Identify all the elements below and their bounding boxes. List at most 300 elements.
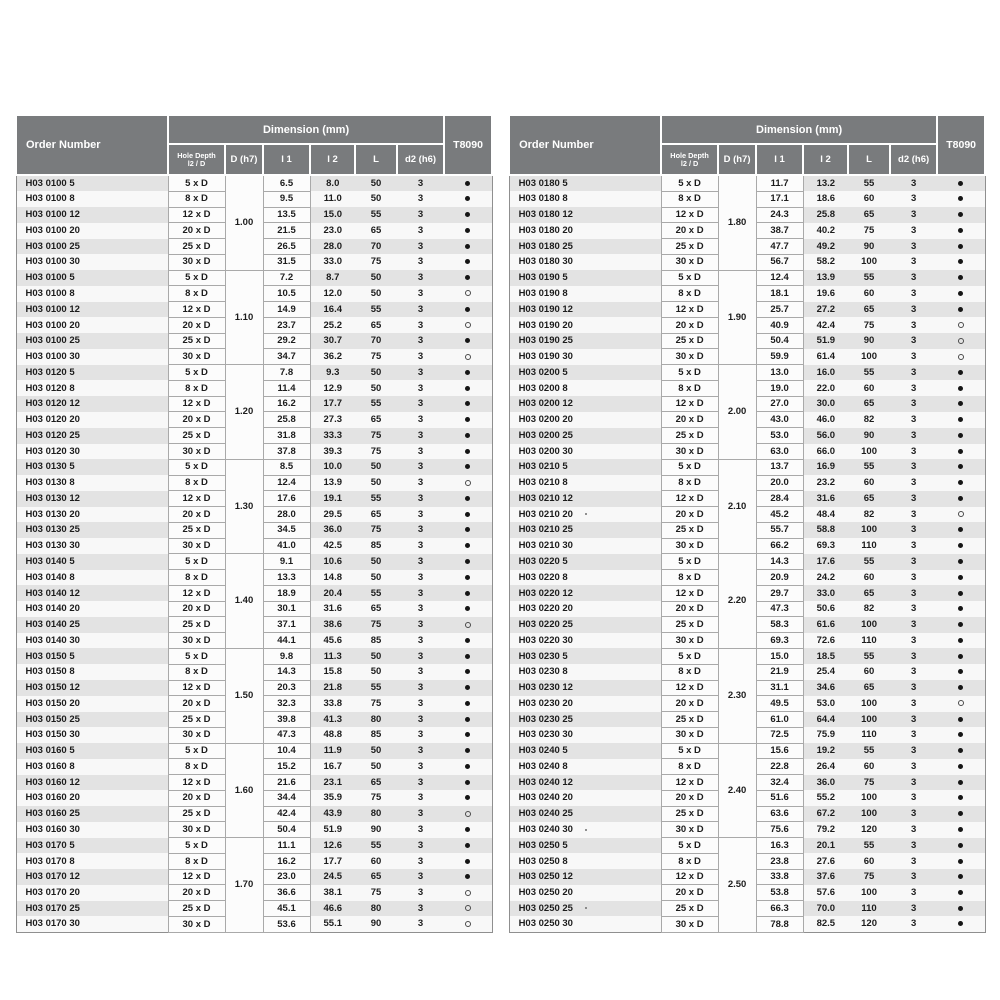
availability-filled-dot: [465, 433, 470, 438]
l2-cell: 11.9: [323, 745, 342, 757]
order-number-cell: H03 0190 25: [518, 335, 573, 347]
d2-cell: 3: [910, 682, 917, 694]
l1-cell: 16.2: [263, 853, 310, 869]
length-cell: 50: [370, 461, 382, 473]
availability-hollow-dot: [465, 480, 471, 486]
d2-cell: 3: [910, 445, 917, 457]
t8090-cell: [444, 286, 492, 302]
order-number-cell: H03 0220 8: [518, 571, 568, 583]
t8090-cell: [444, 712, 492, 728]
d2-cell: 3: [417, 335, 424, 347]
length-cell: 65: [370, 414, 382, 426]
d2-cell: 3: [910, 382, 917, 394]
length-cell: 55: [370, 839, 382, 851]
t8090-cell: [444, 633, 492, 649]
t8090-cell: [444, 349, 492, 365]
order-number-cell: H03 0140 20: [25, 603, 80, 615]
d2-cell: 3: [417, 650, 424, 662]
availability-filled-dot: [958, 717, 963, 722]
l2-cell: 35.9: [323, 792, 342, 804]
l2-cell: 10.6: [323, 556, 342, 567]
hole-depth-cell: 25 x D: [168, 428, 225, 444]
length-cell: 60: [863, 760, 875, 772]
hole-depth-cell: 12 x D: [168, 491, 225, 507]
availability-filled-dot: [958, 181, 963, 186]
t8090-cell: [937, 254, 985, 270]
order-number-cell: H03 0100 8: [25, 193, 75, 205]
hole-depth-cell: 25 x D: [661, 239, 718, 255]
hole-depth-cell: 25 x D: [168, 617, 225, 633]
d2-cell: 3: [417, 414, 424, 426]
availability-filled-dot: [465, 228, 470, 233]
hole-depth-cell: 12 x D: [168, 302, 225, 318]
l2-cell: 51.9: [816, 335, 836, 347]
hole-depth-cell: 8 x D: [168, 286, 225, 302]
l1-cell: 23.8: [756, 853, 803, 869]
length-cell: 55: [863, 177, 875, 189]
hole-depth-cell: 8 x D: [168, 475, 225, 491]
order-number-cell: H03 0230 25: [518, 713, 573, 725]
length-cell: 60: [863, 193, 875, 205]
d2-cell: 3: [417, 382, 424, 394]
availability-filled-dot: [958, 669, 963, 674]
l1-cell: 20.3: [263, 680, 310, 696]
length-cell: 65: [370, 776, 382, 788]
availability-filled-dot: [465, 449, 470, 454]
d2-cell: 3: [417, 319, 424, 331]
hole-depth-cell: 5 x D: [661, 838, 718, 854]
d-diameter-cell: 1.30: [225, 459, 263, 554]
l2-cell: 36.0: [816, 776, 836, 788]
order-number-cell: H03 0140 12: [25, 587, 80, 599]
order-number-cell: H03 0140 8: [25, 571, 75, 583]
t8090-cell: [937, 207, 985, 223]
availability-filled-dot: [465, 606, 470, 611]
availability-filled-dot: [958, 370, 963, 375]
l2-cell: 46.0: [816, 414, 836, 426]
hole-depth-cell: 8 x D: [661, 286, 718, 302]
t8090-cell: [937, 223, 985, 239]
hole-depth-cell: 30 x D: [168, 538, 225, 554]
hole-depth-cell: 5 x D: [168, 554, 225, 570]
availability-filled-dot: [958, 496, 963, 501]
t8090-cell: [937, 680, 985, 696]
order-number-cell: H03 0100 12: [25, 209, 80, 221]
length-cell: 75: [370, 445, 382, 457]
hole-depth-cell: 5 x D: [661, 459, 718, 475]
length-cell: 100: [861, 524, 877, 536]
availability-filled-dot: [958, 638, 963, 643]
availability-filled-dot: [958, 386, 963, 391]
d2-cell: 3: [417, 792, 424, 804]
l2-cell: 19.6: [816, 287, 836, 299]
t8090-cell: [937, 617, 985, 633]
order-number-cell: H03 0250 25: [509, 901, 661, 917]
l2-cell: 48.8: [323, 729, 342, 741]
d2-cell: 3: [417, 224, 424, 236]
t8090-cell: [444, 554, 492, 570]
length-cell: 60: [863, 855, 875, 867]
l1-cell: 18.9: [263, 585, 310, 601]
d2-cell: 3: [417, 477, 424, 489]
t8090-cell: [937, 396, 985, 412]
length-cell: 110: [861, 729, 877, 741]
d-diameter-cell: 1.60: [225, 743, 263, 838]
d2-cell: 3: [417, 351, 424, 363]
l2-cell: 36.2: [323, 351, 342, 363]
length-cell: 120: [861, 824, 877, 836]
l1-cell: 37.1: [263, 617, 310, 633]
t8090-cell: [937, 853, 985, 869]
d2-cell: 3: [417, 461, 424, 473]
l1-cell: 16.3: [756, 838, 803, 854]
length-cell: 100: [861, 808, 877, 820]
length-cell: 82: [863, 508, 875, 520]
length-cell: 65: [863, 209, 875, 221]
availability-filled-dot: [465, 543, 470, 548]
availability-filled-dot: [958, 795, 963, 800]
availability-filled-dot: [465, 874, 470, 879]
l2-cell: 43.9: [323, 808, 342, 820]
length-cell: 65: [370, 871, 382, 883]
hole-depth-cell: 8 x D: [168, 664, 225, 680]
length-cell: 50: [370, 571, 382, 583]
d2-cell: 3: [417, 713, 424, 725]
d2-cell: 3: [910, 209, 917, 221]
t8090-cell: [444, 207, 492, 223]
t8090-cell: [937, 349, 985, 365]
t8090-cell: [444, 901, 492, 917]
l2-cell: 56.0: [816, 429, 836, 441]
length-cell: 65: [863, 398, 875, 410]
availability-filled-dot: [958, 890, 963, 895]
hole-depth-cell: 30 x D: [661, 349, 718, 365]
availability-filled-dot: [958, 527, 963, 532]
order-number-cell: H03 0100 5: [25, 177, 75, 189]
l1-cell: 72.5: [756, 727, 803, 743]
dimension-header: Dimension (mm): [661, 115, 937, 144]
d2-cell: 3: [910, 414, 917, 426]
table-row: [16, 270, 492, 286]
table-row: [16, 838, 492, 854]
hole-depth-cell: 5 x D: [661, 365, 718, 381]
length-cell: 100: [861, 445, 877, 457]
t8090-cell: [937, 806, 985, 822]
t8090-header: T8090: [937, 115, 985, 175]
l1-cell: 24.3: [756, 207, 803, 223]
order-number-cell: H03 0230 5: [518, 650, 568, 662]
hole-depth-header-line1: Hole Depth: [670, 150, 709, 160]
d2-cell: 3: [910, 366, 917, 378]
order-number-cell: H03 0130 20: [25, 508, 80, 520]
hole-depth-cell: 5 x D: [168, 365, 225, 381]
hole-depth-header-line2: l2 / D: [680, 158, 699, 168]
l1-cell: 28.0: [263, 507, 310, 523]
l1-cell: 66.3: [756, 901, 803, 917]
availability-filled-dot: [958, 843, 963, 848]
l1-cell: 49.5: [756, 696, 803, 712]
length-cell: 50: [370, 477, 382, 489]
hole-depth-cell: 12 x D: [661, 207, 718, 223]
length-cell: 55: [863, 839, 875, 851]
d2-cell: 3: [910, 902, 917, 914]
hole-depth-cell: 20 x D: [168, 317, 225, 333]
availability-hollow-dot: [958, 354, 964, 360]
hole-depth-cell: 25 x D: [661, 522, 718, 538]
length-cell: 55: [370, 682, 382, 694]
availability-filled-dot: [958, 764, 963, 769]
l2-cell: 61.4: [816, 351, 836, 363]
d2-cell: 3: [910, 587, 917, 599]
hole-depth-cell: 5 x D: [661, 743, 718, 759]
d2-cell: 3: [417, 887, 424, 899]
l1-cell: 50.4: [756, 333, 803, 349]
order-number-cell: H03 0240 30: [509, 822, 661, 838]
l1-cell: 58.3: [756, 617, 803, 633]
d2-cell: 3: [417, 508, 424, 520]
t8090-cell: [444, 617, 492, 633]
hole-depth-header-line1: Hole Depth: [177, 150, 216, 160]
availability-filled-dot: [465, 717, 470, 722]
l2-cell: 33.8: [323, 697, 342, 709]
d2-cell: 3: [910, 666, 917, 678]
order-number-cell: H03 0170 30: [25, 918, 80, 930]
availability-filled-dot: [465, 307, 470, 312]
l1-cell: 32.3: [263, 696, 310, 712]
order-number-cell: H03 0240 25: [518, 808, 573, 820]
l2-cell: 70.0: [816, 902, 836, 914]
availability-filled-dot: [958, 654, 963, 659]
d2-cell: 3: [417, 587, 424, 599]
length-cell: 50: [370, 193, 382, 205]
length-cell: 70: [370, 240, 382, 252]
order-number-cell: H03 0100 25: [25, 240, 80, 252]
length-cell: 80: [370, 808, 382, 820]
hole-depth-cell: 20 x D: [168, 696, 225, 712]
length-cell: 110: [861, 540, 877, 552]
l1-cell: 36.6: [263, 885, 310, 901]
order-number-cell: H03 0220 20: [518, 603, 573, 615]
l2-cell: 42.4: [816, 319, 836, 331]
order-number-cell: H03 0190 12: [518, 303, 573, 315]
l1-cell: 21.5: [263, 223, 310, 239]
d2-cell: 3: [417, 540, 424, 552]
l1-cell: 53.6: [263, 916, 310, 932]
length-cell: 60: [863, 287, 875, 299]
length-cell: 85: [370, 729, 382, 741]
l1-cell: 22.8: [756, 759, 803, 775]
t8090-cell: [444, 743, 492, 759]
order-number-cell: H03 0130 8: [25, 477, 75, 489]
order-number-cell: H03 0170 5: [25, 839, 75, 851]
availability-filled-dot: [958, 874, 963, 879]
d-diameter-cell: 2.50: [718, 838, 756, 933]
length-cell: 60: [863, 571, 875, 583]
d-diameter-cell: 1.00: [225, 175, 263, 270]
availability-filled-dot: [958, 606, 963, 611]
availability-filled-dot: [958, 307, 963, 312]
l2-cell: 23.2: [816, 477, 836, 489]
length-cell: 75: [370, 887, 382, 899]
t8090-cell: [444, 664, 492, 680]
l1-cell: 47.3: [756, 601, 803, 617]
d-diameter-cell: 2.30: [718, 648, 756, 743]
l1-cell: 34.7: [263, 349, 310, 365]
t8090-cell: [937, 885, 985, 901]
availability-filled-dot: [465, 259, 470, 264]
length-cell: 100: [861, 619, 877, 631]
order-number-cell: H03 0200 25: [518, 429, 573, 441]
hole-depth-cell: 20 x D: [168, 601, 225, 617]
order-number-cell: H03 0210 12: [518, 492, 573, 504]
hole-depth-cell: 20 x D: [661, 507, 718, 523]
hole-depth-cell: 8 x D: [168, 380, 225, 396]
length-cell: 55: [863, 366, 875, 378]
hole-depth-cell: 5 x D: [168, 648, 225, 664]
l1-cell: 78.8: [756, 916, 803, 932]
t8090-cell: [444, 601, 492, 617]
hole-depth-cell: 5 x D: [168, 459, 225, 475]
d2-cell: 3: [417, 619, 424, 631]
availability-hollow-dot: [958, 700, 964, 706]
availability-hollow-dot: [465, 290, 471, 296]
l1-cell: 31.1: [756, 680, 803, 696]
l1-cell: 23.7: [263, 317, 310, 333]
l2-cell: 33.0: [323, 256, 342, 268]
d2-cell: 3: [910, 745, 917, 757]
l1-cell: 14.3: [263, 664, 310, 680]
l2-cell: 20.4: [323, 587, 342, 599]
l1-cell: 8.5: [263, 459, 310, 475]
l2-cell: 36.0: [323, 524, 342, 536]
l2-cell: 19.1: [323, 492, 342, 504]
availability-hollow-dot: [465, 921, 471, 927]
order-number-cell: H03 0160 25: [25, 808, 80, 820]
order-number-cell: H03 0120 30: [25, 445, 80, 457]
t8090-cell: [937, 712, 985, 728]
order-number-cell: H03 0210 30: [518, 540, 573, 552]
t8090-cell: [444, 317, 492, 333]
length-cell: 65: [863, 682, 875, 694]
length-cell: 55: [370, 209, 382, 221]
t8090-cell: [444, 175, 492, 191]
order-note-dot: [585, 829, 587, 831]
d2-cell: 3: [910, 839, 917, 851]
order-number-cell: H03 0190 5: [518, 272, 568, 284]
l1-cell: 15.6: [756, 743, 803, 759]
d2-cell: 3: [417, 303, 424, 315]
l1-cell: 14.3: [756, 554, 803, 570]
dimension-header: Dimension (mm): [168, 115, 444, 144]
order-number-cell: H03 0220 5: [518, 556, 568, 567]
t8090-cell: [444, 727, 492, 743]
hole-depth-cell: 5 x D: [168, 175, 225, 191]
hole-depth-cell: 30 x D: [168, 444, 225, 460]
l2-cell: 28.0: [323, 240, 342, 252]
l2-cell: 16.4: [323, 303, 342, 315]
hole-depth-cell: 5 x D: [661, 554, 718, 570]
availability-filled-dot: [465, 638, 470, 643]
l2-cell: 17.7: [323, 855, 342, 867]
t8090-cell: [937, 412, 985, 428]
t8090-cell: [444, 806, 492, 822]
t8090-cell: [937, 175, 985, 191]
length-cell: 55: [370, 398, 382, 410]
availability-hollow-dot: [465, 811, 471, 817]
availability-filled-dot: [958, 748, 963, 753]
availability-filled-dot: [465, 275, 470, 280]
l1-cell: 18.1: [756, 286, 803, 302]
order-number-header: Order Number: [509, 115, 661, 175]
availability-filled-dot: [958, 464, 963, 469]
table-header: [16, 115, 492, 175]
availability-filled-dot: [958, 685, 963, 690]
table-row: [509, 270, 985, 286]
l1-cell: 29.7: [756, 585, 803, 601]
l1-header: l 1: [756, 144, 803, 175]
l2-cell: 12.9: [323, 382, 342, 394]
t8090-cell: [937, 459, 985, 475]
hole-depth-cell: 30 x D: [168, 254, 225, 270]
t8090-cell: [444, 444, 492, 460]
l1-cell: 9.1: [263, 554, 310, 570]
d2-cell: 3: [417, 776, 424, 788]
t8090-cell: [937, 648, 985, 664]
d2-cell: 3: [417, 256, 424, 268]
order-number-cell: H03 0100 20: [25, 224, 80, 236]
l1-cell: 39.8: [263, 712, 310, 728]
length-cell: 50: [370, 287, 382, 299]
table-row: [16, 365, 492, 381]
length-cell: 80: [370, 902, 382, 914]
t8090-cell: [937, 475, 985, 491]
l1-cell: 13.5: [263, 207, 310, 223]
availability-filled-dot: [465, 748, 470, 753]
length-cell: 75: [863, 319, 875, 331]
order-number-cell: H03 0130 5: [25, 461, 75, 473]
length-cell: 75: [370, 697, 382, 709]
length-cell: 80: [370, 713, 382, 725]
l1-cell: 63.0: [756, 444, 803, 460]
availability-filled-dot: [465, 417, 470, 422]
length-cell: 100: [861, 713, 877, 725]
availability-filled-dot: [958, 433, 963, 438]
availability-filled-dot: [958, 559, 963, 564]
hole-depth-cell: 20 x D: [661, 790, 718, 806]
hole-depth-cell: 20 x D: [168, 507, 225, 523]
hole-depth-cell: 12 x D: [661, 491, 718, 507]
length-cell: 60: [863, 382, 875, 394]
l2-cell: 23.1: [323, 776, 342, 788]
length-cell: 85: [370, 540, 382, 552]
table-row: [509, 648, 985, 664]
length-header: L: [355, 144, 397, 175]
t8090-cell: [444, 333, 492, 349]
l1-cell: 7.2: [263, 270, 310, 286]
l2-cell: 61.6: [816, 619, 836, 631]
l1-cell: 13.0: [756, 365, 803, 381]
t8090-cell: [937, 869, 985, 885]
length-cell: 50: [370, 272, 382, 284]
l1-cell: 45.2: [756, 507, 803, 523]
availability-filled-dot: [958, 732, 963, 737]
availability-filled-dot: [958, 401, 963, 406]
hole-depth-cell: 20 x D: [661, 412, 718, 428]
t8090-cell: [444, 696, 492, 712]
l2-cell: 11.3: [323, 650, 342, 662]
l1-cell: 27.0: [756, 396, 803, 412]
d2-cell: 3: [417, 697, 424, 709]
